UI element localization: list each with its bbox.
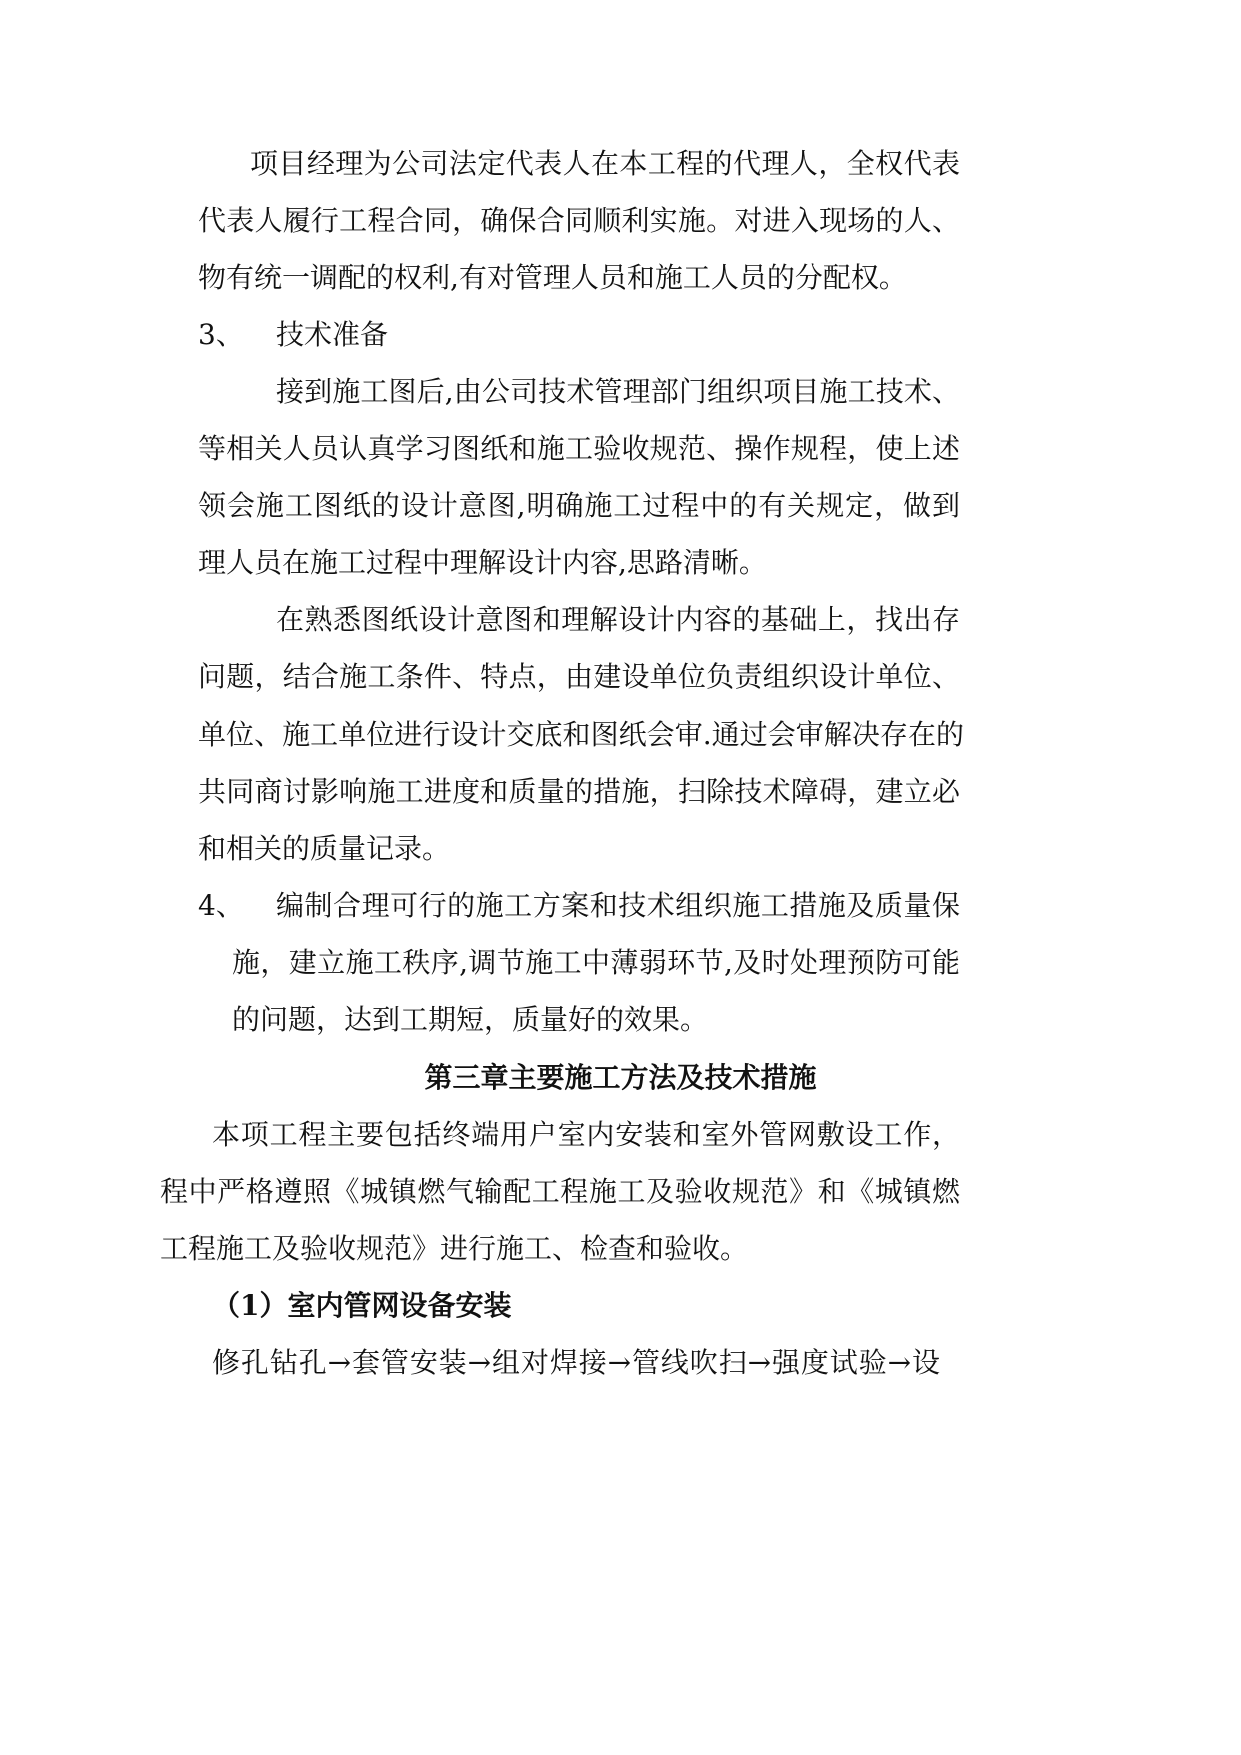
item-4-line-3: 的问题，达到工期短，质量好的效果。 bbox=[232, 1003, 709, 1036]
item-4-number: 4、 bbox=[198, 889, 244, 922]
item-4-line-2: 施，建立施工秩序,调节施工中薄弱环节,及时处理预防可能 bbox=[232, 946, 960, 979]
paragraph-3-line-4: 共同商讨影响施工进度和质量的措施，扫除技术障碍，建立必 bbox=[198, 775, 960, 808]
subsection-heading: （1）室内管网设备安装 bbox=[212, 1289, 512, 1322]
paragraph-4-line-3: 工程施工及验收规范》进行施工、检查和验收。 bbox=[160, 1232, 749, 1265]
chapter-heading: 第三章主要施工方法及技术措施 bbox=[424, 1061, 817, 1094]
paragraph-2-line-3: 领会施工图纸的设计意图,明确施工过程中的有关规定，做到 bbox=[198, 489, 960, 522]
process-flow-line: 修孔钻孔→套管安装→组对焊接→管线吹扫→强度试验→设 bbox=[212, 1346, 940, 1379]
paragraph-1-line-1: 项目经理为公司法定代表人在本工程的代理人，全权代表 bbox=[250, 147, 960, 180]
paragraph-1-line-2: 代表人履行工程合同，确保合同顺利实施。对进入现场的人、 bbox=[198, 204, 960, 237]
item-4-line-1: 编制合理可行的施工方案和技术组织施工措施及质量保 bbox=[276, 889, 960, 922]
paragraph-4-line-2: 程中严格遵照《城镇燃气输配工程施工及验收规范》和《城镇燃 bbox=[160, 1175, 960, 1208]
paragraph-2-line-1: 接到施工图后,由公司技术管理部门组织项目施工技术、 bbox=[276, 375, 960, 408]
paragraph-3-line-2: 问题，结合施工条件、特点，由建设单位负责组织设计单位、 bbox=[198, 660, 960, 693]
item-3-number: 3、 bbox=[198, 318, 244, 351]
paragraph-3-line-5: 和相关的质量记录。 bbox=[198, 832, 451, 865]
paragraph-3-line-1: 在熟悉图纸设计意图和理解设计内容的基础上，找出存 bbox=[276, 603, 960, 636]
paragraph-2-line-4: 理人员在施工过程中理解设计内容,思路清晰。 bbox=[198, 546, 767, 579]
paragraph-4-line-1: 本项工程主要包括终端用户室内安装和室外管网敷设工作， bbox=[212, 1118, 960, 1151]
paragraph-3-line-3: 单位、施工单位进行设计交底和图纸会审.通过会审解决存在的 bbox=[198, 718, 964, 751]
paragraph-2-line-2: 等相关人员认真学习图纸和施工验收规范、操作规程，使上述 bbox=[198, 432, 960, 465]
item-3-title: 技术准备 bbox=[276, 318, 389, 351]
paragraph-1-line-3: 物有统一调配的权利,有对管理人员和施工人员的分配权。 bbox=[198, 261, 907, 294]
